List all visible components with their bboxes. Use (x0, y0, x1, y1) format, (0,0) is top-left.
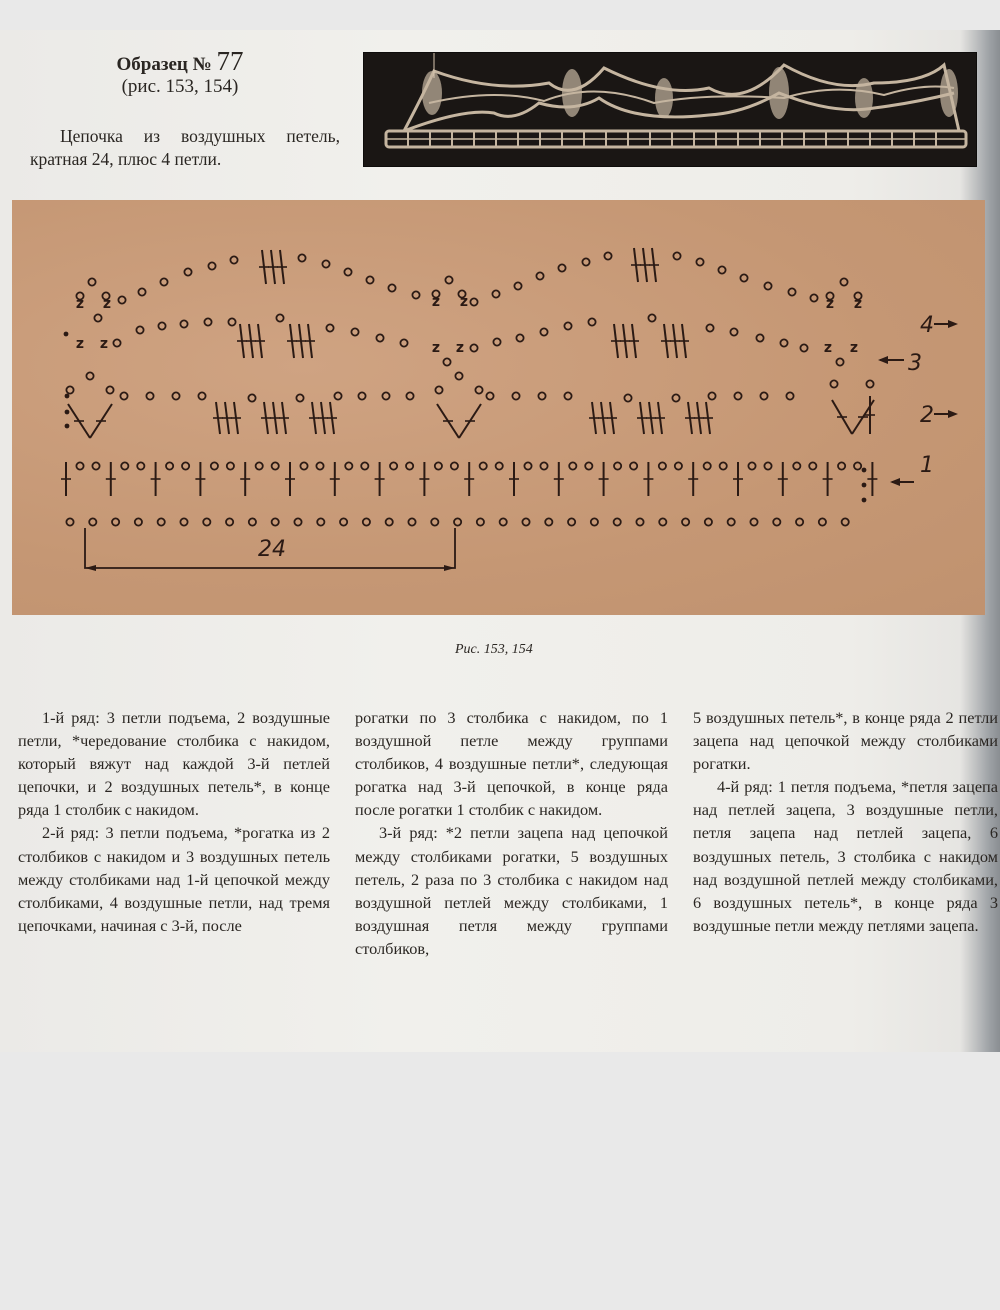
svg-text:z: z (459, 294, 469, 310)
svg-text:z: z (849, 340, 859, 356)
instructions-column-1 (18, 706, 330, 937)
row-3-instructions-cont: 5 воздушных петель*, в конце ряда 2 петли зацепа над цепочкой между столбиками рогатки. (693, 708, 998, 774)
svg-text:z: z (99, 336, 109, 352)
instructions-column-2 (355, 706, 668, 960)
row-3-instructions: 3-й ряд: *2 петли зацепа над цепочкой между столбиками рогатки, 5 воздушных петель, 2 раза по 3 столбика с накидом над воздушной петлей между столбиками, 1 воздушная петля между группами столбиков, (355, 823, 668, 958)
row-1-instructions: 1-й ряд: 3 петли подъема, 2 воздушные петли, *чередование столбика с накидом, который вяжут над каждой 3-й петлей цепочки, и 2 воздушных петель*, в конце ряда 1 столбик с накидом. (18, 708, 330, 820)
row-2-instructions-cont: рогатки по 3 столбика с накидом, по 1 воздушной петле между группами столбиков, 4 воздушные петли*, следующая рогатка над 3-й цепочкой, в конце ряда после рогатки 1 столбик с накидом. (355, 708, 668, 820)
svg-text:1: 1 (920, 453, 934, 478)
figure-caption: Рис. 153, 154 (455, 642, 533, 657)
crochet-symbol-diagram (12, 200, 985, 615)
svg-text:z: z (431, 294, 441, 310)
svg-text:z: z (825, 296, 835, 312)
figure-refs: (рис. 153, 154) (121, 76, 239, 97)
pattern-header (40, 46, 360, 98)
pattern-intro: Цепочка из воздушных петель, кратная 24, плюс 4 петли. (30, 126, 340, 169)
svg-text:z: z (431, 340, 441, 356)
svg-text:z: z (102, 296, 112, 312)
svg-text:z: z (75, 336, 85, 352)
crochet-chart (12, 200, 985, 615)
svg-text:z: z (455, 340, 465, 356)
row-4-instructions: 4-й ряд: 1 петля подъема, *петля зацепа над петлей зацепа, 3 воздушные петли, петля зацепа над петлей зацепа, 6 воздушных петель, 3 столбика с накидом над воздушной петлей между столбиками, 6 воздушных петель*, в конце ряда 3 воздушные петли между петлями зацепа. (693, 777, 998, 935)
svg-text:2: 2 (920, 403, 934, 428)
instructions-column-3 (693, 706, 998, 937)
svg-text:z: z (823, 340, 833, 356)
crochet-sample-photo (363, 52, 977, 167)
row-2-instructions: 2-й ряд: 3 петли подъема, *рогатка из 2 столбиков с накидом и 3 воздушных петель между столбиками над 1-й цепочкой между столбиками, 4 воздушные петли, над тремя цепочками, начиная с 3-й, после (18, 823, 330, 935)
svg-text:3: 3 (908, 351, 922, 376)
svg-text:24: 24 (258, 537, 286, 562)
svg-text:z: z (75, 296, 85, 312)
pattern-title: Образец № 77 (116, 46, 244, 76)
lace-photo-illustration (364, 53, 976, 166)
svg-text:4: 4 (920, 313, 934, 338)
pattern-number: 77 (216, 46, 244, 76)
svg-text:z: z (853, 296, 863, 312)
